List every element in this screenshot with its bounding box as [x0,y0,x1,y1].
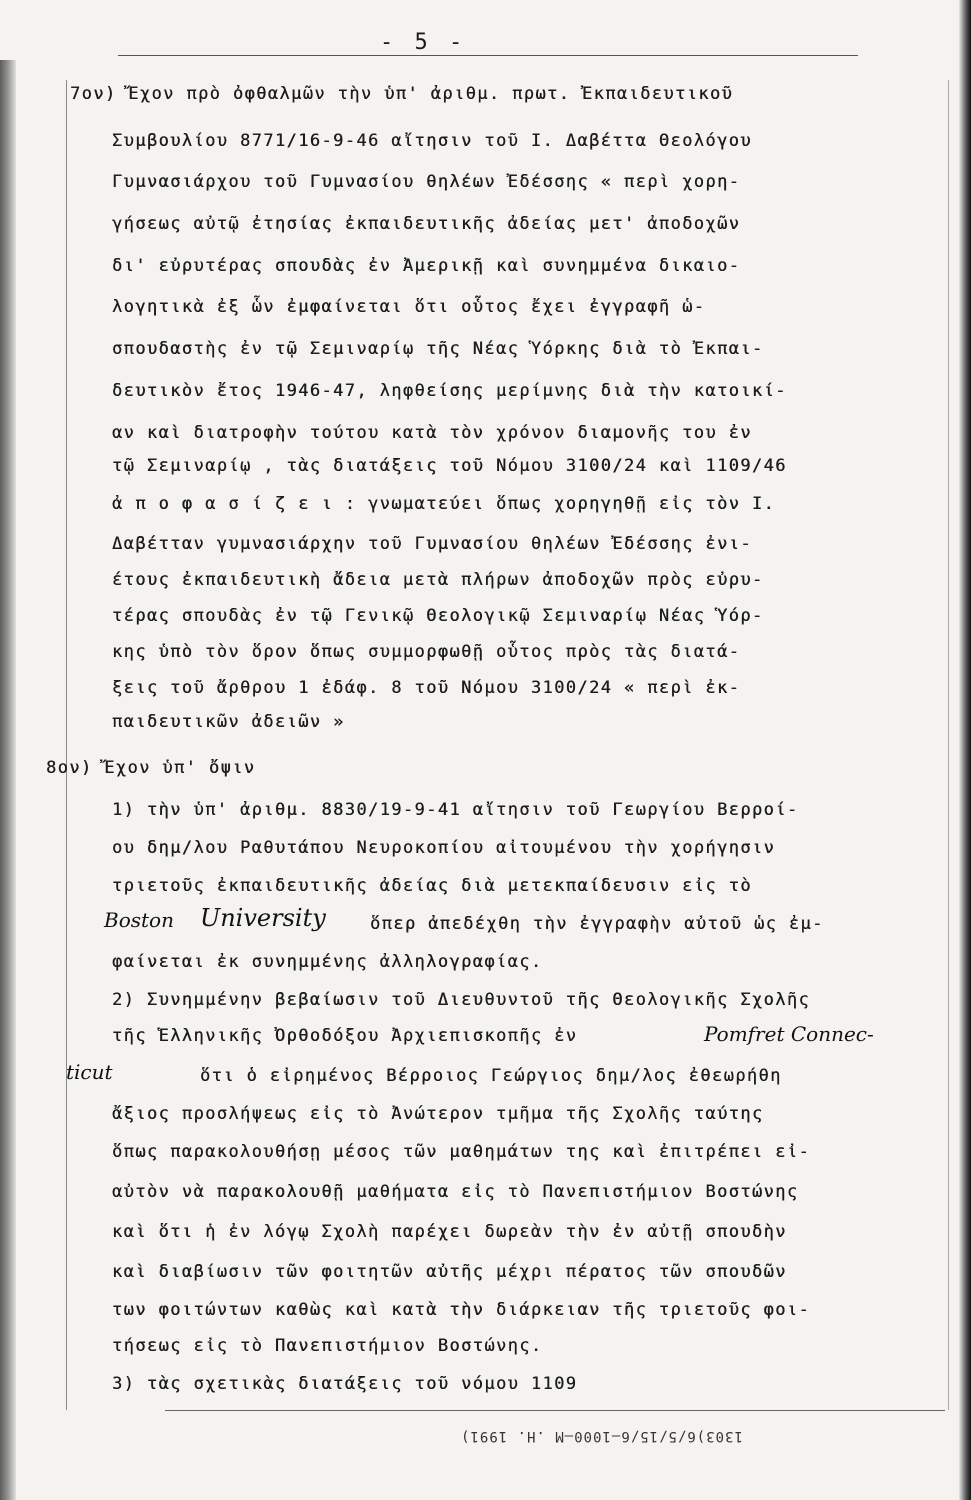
handwritten-university: University [200,904,326,932]
handwritten-pomfret: Pomfret Connec- [704,1022,874,1046]
page-number: - 5 - [380,30,467,55]
text-line: ἄξιος προσλήψεως εἰς τὸ Ἀνώτερον τμῆμα τῆς Σχολῆς ταύτης [112,1104,764,1124]
text-line: ξεις τοῦ ἄρθρου 1 ἐδάφ. 8 τοῦ Νόμου 3100/24 « περὶ ἐκ- [112,678,741,698]
text-line: ὅπως παρακολουθήσῃ μέσος τῶν μαθημάτων της καὶ ἐπιτρέπει εἰ- [112,1142,811,1162]
text-line: 2) Συνημμένην βεβαίωσιν τοῦ Διευθυντοῦ τῆς Θεολογικῆς Σχολῆς [112,990,811,1010]
text-line: τῷ Σεμιναρίῳ , τὰς διατάξεις τοῦ Νόμου 3100/24 καὶ 1109/46 [112,456,787,476]
text-line: καὶ διαβίωσιν τῶν φοιτητῶν αὐτῆς μέχρι πέρατος τῶν σπουδῶν [112,1262,787,1282]
text-line: ἀ π ο φ α σ ί ζ ε ι : γνωματεύει ὅπως χορηγηθῇ εἰς τὸν Ι. [112,494,776,514]
text-line: τῆς Ἑλληνικῆς Ὀρθοδόξου Ἀρχιεπισκοπῆς ἐν [112,1026,578,1046]
top-rule [118,55,858,56]
text-line: τήσεως εἰς τὸ Πανεπιστήμιον Βοστώνης. [112,1336,543,1356]
text-line: δι' εὐρυτέρας σπουδὰς ἐν Ἀμερικῇ καὶ συνημμένα δικαιο- [112,256,741,276]
handwritten-ticut: ticut [66,1060,113,1084]
text-line: τέρας σπουδὰς ἐν τῷ Γενικῷ Θεολογικῷ Σεμιναρίῳ Νέας Ὑόρ- [112,606,764,626]
printer-imprint: 1303)6/5/15/6—1000—M .H. 1991) [460,1428,743,1444]
text-line: δευτικὸν ἔτος 1946-47, ληφθείσης μερίμνης διὰ τὴν κατοικί- [112,381,787,401]
text-line: 1) τὴν ὑπ' ἀριθμ. 8830/19-9-41 αἴτησιν τοῦ Γεωργίου Βερροί- [112,800,799,820]
binding-edge [0,60,16,1500]
text-line: Δαβέτταν γυμνασιάρχην τοῦ Γυμνασίου θηλέων Ἐδέσσης ἐνι- [112,534,752,554]
right-margin-line [948,80,949,1410]
text-line: 3) τὰς σχετικὰς διατάξεις τοῦ νόμου 1109 [112,1374,578,1394]
text-line: 8ον) Ἔχον ὑπ' ὄψιν [46,758,256,778]
margin-line [66,80,67,1410]
text-line: ὅτι ὁ εἰρημένος Βέρροιος Γεώργιος δημ/λος ἐθεωρήθη [200,1066,782,1086]
text-line: φαίνεται ἐκ συνημμένης ἀλληλογραφίας. [112,952,543,972]
footer-rule [165,1410,945,1411]
text-line: έτους ἐκπαιδευτικὴ ἄδεια μετὰ πλήρων ἀποδοχῶν πρὸς εὐρυ- [112,570,764,590]
text-line: λογητικὰ ἐξ ὧν ἐμφαίνεται ὅτι οὗτος ἔχει ἐγγραφῆ ὡ- [112,297,706,317]
handwritten-boston: Boston [104,908,174,932]
text-line: Συμβουλίου 8771/16-9-46 αἴτησιν τοῦ Ι. Δαβέττα Θεολόγου [112,131,752,151]
text-line: παιδευτικῶν ἀδειῶν » [112,712,345,732]
text-line: γήσεως αὐτῷ ἐτησίας ἐκπαιδευτικῆς ἀδείας μετ' ἀποδοχῶν [112,214,741,234]
text-line: ου δημ/λου Ραθυτάπου Νευροκοπίου αἰτουμένου τὴν χορήγησιν [112,838,776,858]
text-line: αν καὶ διατροφὴν τούτου κατὰ τὸν χρόνον διαμονῆς του ἐν [112,423,752,443]
text-line: αὐτὸν νὰ παρακολουθῇ μαθήματα εἰς τὸ Πανεπιστήμιον Βοστώνης [112,1182,799,1202]
text-line: 7ον) Ἔχον πρὸ ὀφθαλμῶν τὴν ὑπ' ἀριθμ. πρωτ. Ἐκπαιδευτικοῦ [70,84,734,104]
text-line: καὶ ὅτι ἡ ἐν λόγῳ Σχολὴ παρέχει δωρεὰν τὴν ἐν αὐτῇ σπουδὴν [112,1222,787,1242]
text-line: Γυμνασιάρχου τοῦ Γυμνασίου θηλέων Ἐδέσσης « περὶ χορη- [112,172,741,192]
text-line: των φοιτώντων καθὼς καὶ κατὰ τὴν διάρκειαν τῆς τριετοῦς φοι- [112,1300,811,1320]
text-line: κης ὑπὸ τὸν ὅρον ὅπως συμμορφωθῇ οὗτος πρὸς τὰς διατά- [112,642,741,662]
text-line: τριετοῦς ἐκπαιδευτικῆς ἀδείας διὰ μετεκπαίδευσιν εἰς τὸ [112,876,752,896]
scan-edge [959,0,971,1500]
text-line: ὅπερ ἀπεδέχθη τὴν ἐγγραφὴν αὐτοῦ ὡς ἐμ- [370,914,824,934]
text-line: σπουδαστὴς ἐν τῷ Σεμιναρίῳ τῆς Νέας Ὑόρκης διὰ τὸ Ἐκπαι- [112,339,764,359]
